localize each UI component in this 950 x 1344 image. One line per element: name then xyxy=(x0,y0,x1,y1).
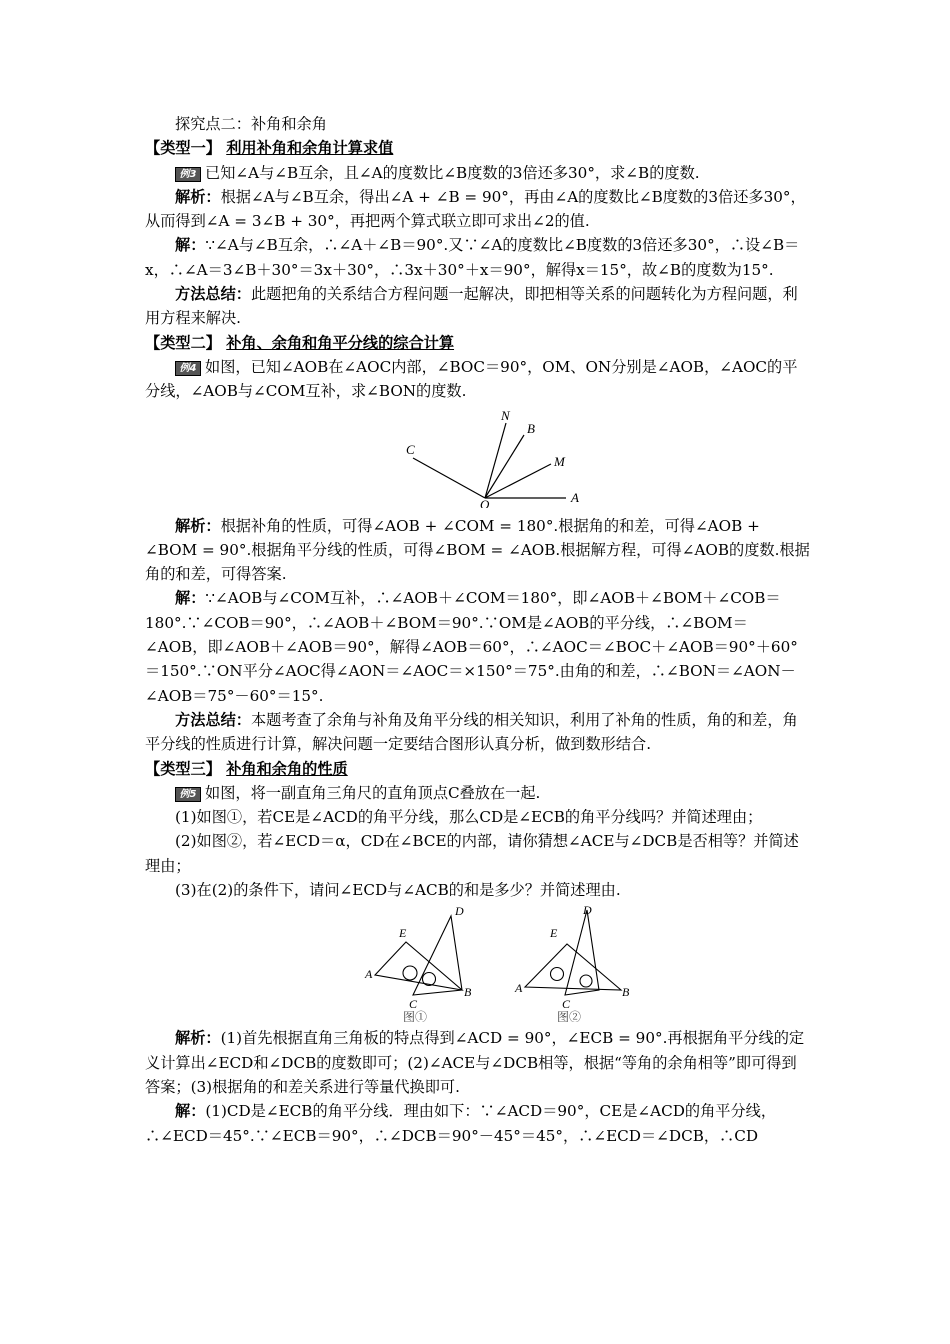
example4-analysis: 解析：根据补角的性质，可得∠AOB + ∠COM = 180°.根据角的和差，可得∠AOB + ∠BOM = 90°.根据角平分线的性质，可得∠BOM = ∠AOB.根据解方程，可得∠AOB的度数.根据角的和差，可得答案. xyxy=(145,516,810,584)
type2-heading xyxy=(145,331,810,355)
example4-badge: 例4 xyxy=(175,361,201,376)
example4-question: 例4 如图，已知∠AOB在∠AOC内部，∠BOC＝90°，OM、ON分别是∠AOB，∠AOC的平分线，∠AOB与∠COM互补，求∠BON的度数. xyxy=(145,357,798,401)
type3-heading xyxy=(145,757,810,781)
fig1-label-b: B xyxy=(464,985,472,1000)
label-a: A xyxy=(571,489,579,505)
example4-method: 方法总结：本题考查了余角与补角及角平分线的相关知识，利用了补角的性质，角的和差，角平分线的性质进行计算，解决问题一定要结合图形认真分析，做到数形结合. xyxy=(145,710,798,754)
type1-tag: 【类型一】 xyxy=(145,139,221,158)
fig1-label-a: A xyxy=(365,967,373,982)
fig1-caption: 图① xyxy=(403,1010,428,1023)
ray-on xyxy=(485,423,506,498)
example5-part2: (2)如图②，若∠ECD＝α，CD在∠BCE的内部，请你猜想∠ACE与∠DCB是否相等？并简述理由； xyxy=(145,832,799,875)
ray-oc xyxy=(413,458,485,498)
example3-method: 方法总结：此题把角的关系结合方程问题一起解决，即把相等关系的问题转化为方程问题，利用方程来解决. xyxy=(145,285,798,328)
fig2-circle-2 xyxy=(580,975,592,987)
triangle-figures xyxy=(355,904,635,1022)
type2-title: 补角、余角和角平分线的综合计算 xyxy=(226,333,455,352)
fig1-circle-2 xyxy=(423,973,436,986)
fig1-label-c: C xyxy=(409,997,418,1012)
fig1-label-d: D xyxy=(455,904,464,919)
label-c: C xyxy=(406,441,415,457)
example5-part3: (3)在(2)的条件下，请问∠ECD与∠ACB的和是多少？并简述理由. xyxy=(175,881,621,900)
fig2-label-c: C xyxy=(562,997,571,1012)
type3-title: 补角和余角的性质 xyxy=(226,759,348,778)
example5-analysis: 解析：(1)首先根据直角三角板的特点得到∠ACD = 90°，∠ECB = 90°.再根据角平分线的定义计算出∠ECD和∠DCB的度数即可；(2)∠ACE与∠DCB相等，根据“等角的余角相等”即可得到答案；(3)根据角的和差关系进行等量代换即可. xyxy=(145,1029,805,1096)
example4-solution: 解：∵∠AOB与∠COM互补，∴∠AOB＋∠COM＝180°，即∠AOB＋∠BOM＋∠COB＝180°.∵∠COB＝90°，∴∠AOB＋∠BOM＝90°.∵OM是∠AOB的平分线，∴∠BOM＝∠AOB，即∠AOB＋∠AOB＝90°，解得∠AOB＝60°，∴∠AOC＝∠BOC＋∠AOB＝90°＋60°＝150°.∵ON平分∠AOC得∠AON＝∠AOC＝×150°＝75°.由角的和差，∴∠BON＝∠AON－∠AOB＝75°－60°＝15°. xyxy=(145,589,798,705)
fig2-label-d: D xyxy=(583,904,592,918)
example3-solution: 解：∵∠A与∠B互余，∴∠A＋∠B＝90°.又∵∠A的度数比∠B度数的3倍还多30°，∴设∠B＝x，∴∠A＝3∠B＋30°＝3x＋30°，∴3x＋30°＋x＝90°，解得x＝15°，故∠B的度数为15°. xyxy=(145,236,800,279)
fig1-label-e: E xyxy=(399,926,407,941)
label-o: O xyxy=(480,496,490,508)
label-m: M xyxy=(554,453,565,469)
fig2-caption: 图② xyxy=(557,1010,582,1023)
fig1-circle-1 xyxy=(403,966,417,980)
type1-title: 利用补角和余角计算求值 xyxy=(226,139,394,158)
fig2-label-e: E xyxy=(550,926,558,941)
fig2-triangle-aeb xyxy=(525,944,621,990)
angle-figure xyxy=(403,408,593,508)
example5-question: 例5 如图，将一副直角三角尺的直角顶点C叠放在一起. xyxy=(145,781,810,805)
example3-question: 例3 已知∠A与∠B互余，且∠A的度数比∠B度数的3倍还多30°，求∠B的度数. xyxy=(145,161,810,185)
example5-part1: (1)如图①，若CE是∠ACD的角平分线，那么CD是∠ECB的角平分线吗？并简述理由； xyxy=(175,808,763,827)
fig2-circle-1 xyxy=(551,968,564,981)
fig2-triangle-cdb xyxy=(565,910,599,995)
example3-badge: 例3 xyxy=(175,167,201,182)
document-page xyxy=(145,112,810,1148)
example5-badge: 例5 xyxy=(175,787,201,802)
section-title: 探究点二：补角和余角 xyxy=(175,115,327,133)
fig2-label-a: A xyxy=(515,981,523,996)
fig2-label-b: B xyxy=(622,985,630,1000)
type3-tag: 【类型三】 xyxy=(145,759,221,778)
example3-analysis: 解析：根据∠A与∠B互余，得出∠A + ∠B = 90°，再由∠A的度数比∠B度数的3倍还多30°，从而得到∠A = 3∠B + 30°，再把两个算式联立即可求出∠2的值. xyxy=(145,187,806,231)
type1-heading xyxy=(145,136,810,160)
type2-tag: 【类型二】 xyxy=(145,333,221,352)
example5-solution: 解：(1)CD是∠ECB的角平分线．理由如下：∵∠ACD＝90°，CE是∠ACD的角平分线，∴∠ECD＝45°.∵∠ECB＝90°，∴∠DCB＝90°－45°＝45°，∴∠ECD＝∠DCB，∴CD xyxy=(145,1102,777,1145)
label-b: B xyxy=(527,420,535,436)
label-n: N xyxy=(501,407,510,423)
